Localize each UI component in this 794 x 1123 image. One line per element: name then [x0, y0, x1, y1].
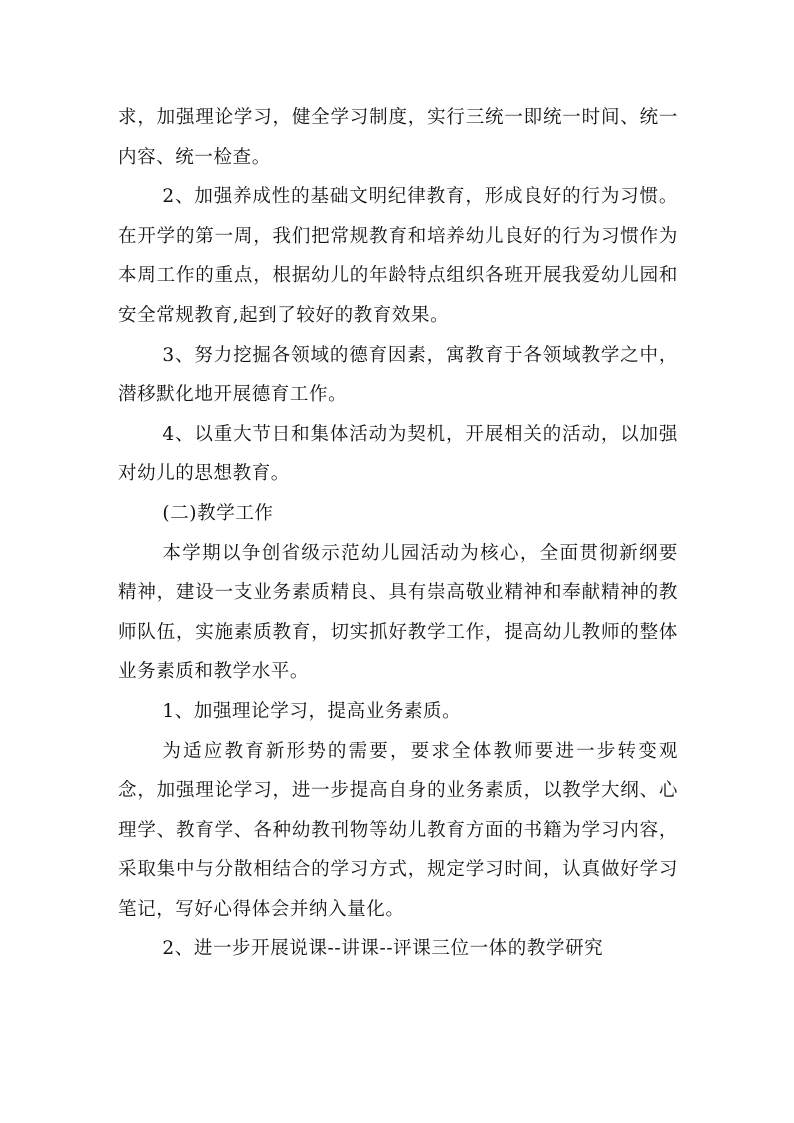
paragraph-teaching-overview: 本学期以争创省级示范幼儿园活动为核心，全面贯彻新纲要精神，建设一支业务素质精良、具有崇高敬业精神和奉献精神的教师队伍，实施素质教育，切实抓好教学工作，提高幼儿教师的整体业务素质和教学水平。	[118, 542, 678, 683]
paragraph-continuation: 求，加强理论学习，健全学习制度，实行三统一即统一时间、统一内容、统一检查。	[118, 107, 678, 168]
paragraph-theory-study: 为适应教育新形势的需要，要求全体教师要进一步转变观念，加强理论学习，进一步提高自身的业务素质，以教学大纲、心理学、教育学、各种幼教刊物等幼儿教育方面的书籍为学习内容，采取集中与分散相结合的学习方式，规定学习时间，认真做好学习笔记，写好心得体会并纳入量化。	[118, 740, 678, 920]
paragraph-item-3-moral-education: 3、努力挖掘各领域的德育因素，寓教育于各领域教学之中，潜移默化地开展德育工作。	[118, 344, 678, 406]
paragraph-item-4-festivals: 4、以重大节日和集体活动为契机，开展相关的活动，以加强对幼儿的思想教育。	[118, 423, 678, 485]
section-heading-teaching-work: (二)教学工作	[162, 502, 274, 524]
subheading-theory-study: 1、加强理论学习，提高业务素质。	[162, 700, 462, 722]
subheading-lesson-research: 2、进一步开展说课--讲课--评课三位一体的教学研究	[162, 938, 604, 960]
document-body	[118, 98, 678, 969]
paragraph-item-2-habits: 2、加强养成性的基础文明纪律教育，形成良好的行为习惯。在开学的第一周，我们把常规教育和培养幼儿良好的行为习惯作为本周工作的重点，根据幼儿的年龄特点组织各班开展我爱幼儿园和安全常规教育,起到了较好的教育效果。	[118, 186, 678, 326]
